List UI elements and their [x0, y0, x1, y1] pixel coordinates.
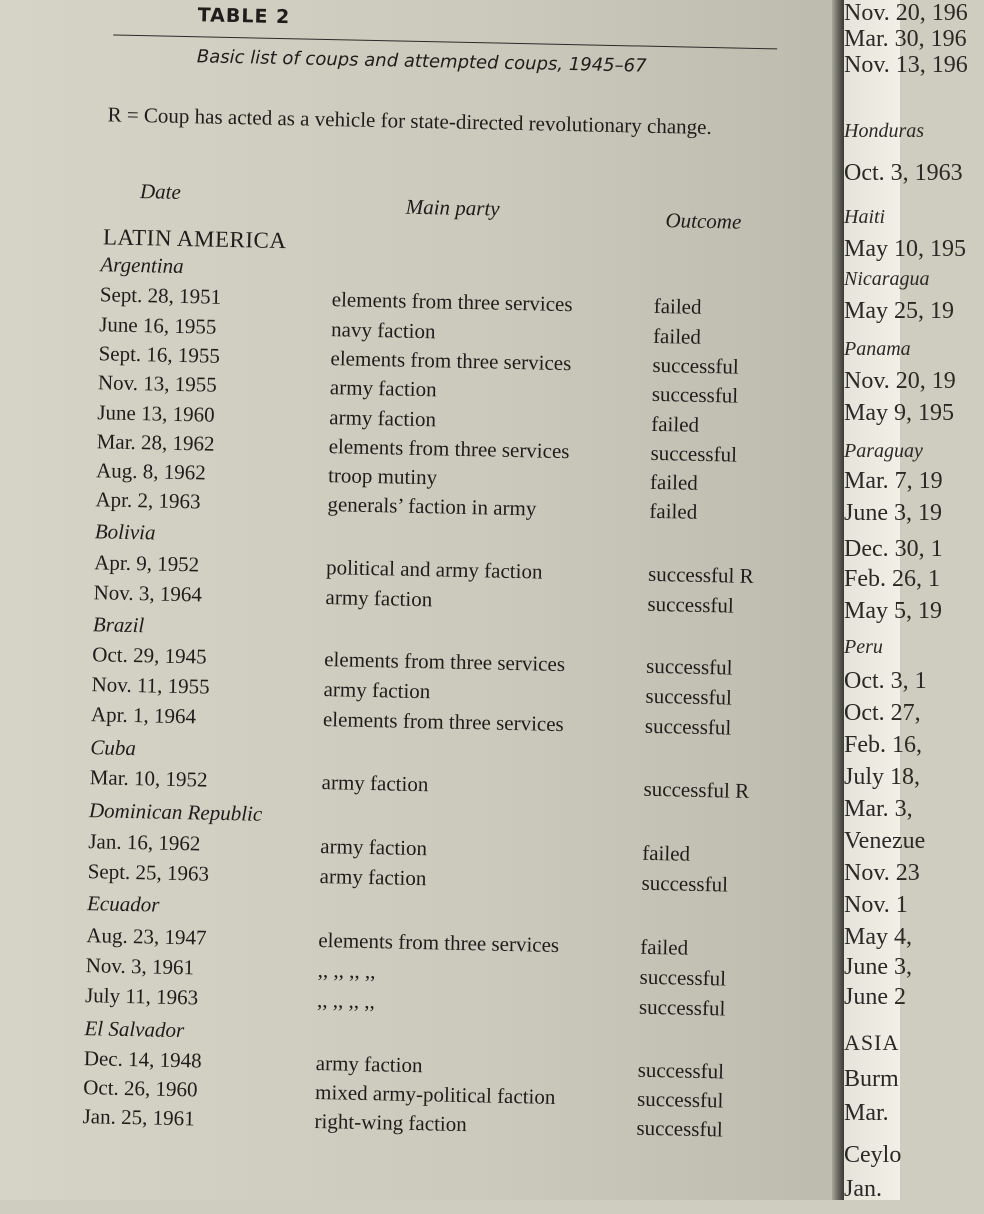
party-cell: army faction — [315, 1050, 423, 1078]
facing-page-text: May 9, 195 — [844, 400, 954, 426]
facing-page-text: July 18, — [844, 764, 921, 790]
facing-page-text: Nicaragua — [844, 268, 930, 290]
facing-page-text: Nov. 13, 196 — [844, 52, 968, 78]
facing-page-text: Mar. — [844, 1100, 889, 1126]
facing-page-text: Feb. 16, — [844, 732, 922, 758]
outcome-cell: failed — [652, 323, 702, 349]
facing-page — [844, 0, 968, 1202]
date-cell: July 11, 1963 — [84, 983, 199, 1010]
outcome-cell: successful — [641, 870, 729, 897]
page-gutter — [832, 0, 844, 1200]
outcome-cell: successful — [638, 994, 726, 1021]
outcome-cell: failed — [649, 498, 698, 524]
date-cell: Jan. 25, 1961 — [82, 1104, 195, 1131]
country-heading: El Salvador — [84, 1016, 185, 1043]
facing-page-text: Haiti — [844, 206, 886, 228]
column-header-outcome: Outcome — [665, 208, 742, 234]
facing-page-text: Nov. 1 — [844, 892, 908, 918]
facing-page-text: Mar. 7, 19 — [844, 468, 943, 494]
column-header-party: Main party — [405, 194, 500, 221]
facing-page-text: Panama — [844, 338, 911, 360]
date-cell: Nov. 13, 1955 — [97, 370, 218, 397]
facing-page-text: Jan. — [844, 1176, 882, 1202]
date-cell: Nov. 3, 1964 — [93, 580, 203, 607]
outcome-cell: successful — [650, 440, 738, 467]
table-content — [65, 0, 790, 1214]
outcome-cell: successful — [637, 1057, 725, 1084]
outcome-cell: successful R — [643, 776, 750, 803]
facing-page-text: Nov. 20, 196 — [844, 0, 968, 26]
country-heading: Ecuador — [86, 891, 160, 917]
party-cell: troop mutiny — [327, 463, 438, 490]
party-cell: mixed army-political faction — [314, 1079, 556, 1109]
facing-page-text: Burm — [844, 1066, 899, 1092]
party-cell: army faction — [323, 677, 431, 704]
party-cell: elements from three services — [331, 287, 573, 317]
outcome-cell: successful — [652, 352, 740, 379]
date-cell: June 13, 1960 — [97, 400, 215, 427]
date-cell: Mar. 10, 1952 — [89, 765, 208, 792]
facing-page-text: May 25, 19 — [844, 298, 954, 324]
party-cell: army faction — [329, 405, 437, 432]
facing-page-text: Feb. 26, 1 — [844, 566, 940, 592]
outcome-cell: failed — [642, 840, 691, 866]
outcome-cell: successful — [639, 964, 727, 991]
outcome-cell: successful — [647, 591, 735, 618]
outcome-cell: successful — [645, 683, 733, 710]
party-cell: army faction — [319, 864, 427, 891]
country-heading: Brazil — [92, 612, 145, 638]
party-cell: navy faction — [330, 317, 436, 344]
facing-page-text: Honduras — [844, 120, 925, 142]
country-heading: Cuba — [90, 735, 137, 761]
party-cell: elements from three services — [328, 434, 570, 464]
outcome-cell: successful — [651, 381, 739, 408]
outcome-cell: successful R — [647, 561, 754, 589]
date-cell: Apr. 1, 1964 — [90, 702, 197, 729]
outcome-cell: failed — [653, 293, 702, 319]
facing-page-text: Oct. 3, 1963 — [844, 160, 963, 186]
outcome-cell: failed — [640, 934, 689, 960]
date-cell: Dec. 14, 1948 — [83, 1046, 202, 1073]
date-cell: June 16, 1955 — [98, 312, 217, 339]
facing-page-text: Ceylo — [844, 1142, 902, 1168]
column-header-date: Date — [139, 179, 182, 204]
date-cell: Apr. 2, 1963 — [95, 487, 201, 514]
party-cell: army faction — [329, 375, 437, 402]
facing-page-text: Mar. 30, 196 — [844, 26, 967, 52]
table-label: TABLE 2 — [197, 4, 291, 29]
date-cell: Oct. 26, 1960 — [82, 1075, 198, 1102]
country-heading: Dominican Republic — [88, 798, 263, 826]
facing-page-text: June 3, 19 — [844, 500, 942, 526]
facing-page-text: June 3, — [844, 954, 912, 980]
party-cell: elements from three services — [323, 647, 566, 677]
date-cell: Nov. 11, 1955 — [91, 672, 210, 699]
facing-page-text: Peru — [844, 636, 883, 658]
country-heading: Bolivia — [94, 519, 156, 545]
country-heading: Argentina — [100, 252, 184, 279]
facing-page-text: Paraguay — [844, 440, 923, 462]
date-cell: Aug. 23, 1947 — [86, 923, 207, 950]
party-cell: political and army faction — [325, 555, 543, 584]
facing-page-text: Venezue — [844, 828, 926, 854]
date-cell: Nov. 3, 1961 — [85, 953, 195, 980]
facing-page-text: ASIA — [844, 1030, 900, 1055]
party-cell: ,, ,, ,, ,, — [316, 987, 376, 1014]
region-heading: LATIN AMERICA — [102, 224, 287, 254]
party-cell: army faction — [325, 585, 433, 612]
facing-page-text: Nov. 20, 19 — [844, 368, 956, 394]
date-cell: Apr. 9, 1952 — [93, 550, 200, 577]
facing-page-text: May 4, — [844, 924, 912, 950]
facing-page-text: May 10, 195 — [844, 236, 966, 262]
date-cell: Jan. 16, 1962 — [88, 829, 201, 856]
facing-page-text: Oct. 27, — [844, 700, 921, 726]
party-cell: ,, ,, ,, ,, — [317, 957, 376, 984]
facing-page-text: June 2 — [844, 984, 906, 1010]
outcome-cell: successful — [645, 653, 733, 680]
facing-page-text: Dec. 30, 1 — [844, 536, 943, 562]
party-cell: right-wing faction — [314, 1108, 468, 1137]
legend-note: R = Coup has acted as a vehicle for state-directed revolutionary change. — [107, 102, 713, 140]
facing-page-text: Nov. 23 — [844, 860, 920, 886]
party-cell: elements from three services — [322, 707, 565, 737]
party-cell: army faction — [320, 834, 428, 861]
date-cell: Mar. 28, 1962 — [96, 429, 215, 456]
date-cell: Sept. 28, 1951 — [99, 282, 222, 309]
party-cell: elements from three services — [318, 927, 560, 958]
date-cell: Sept. 16, 1955 — [98, 341, 221, 368]
party-cell: generals’ faction in army — [327, 492, 537, 521]
party-cell: army faction — [321, 770, 429, 797]
date-cell: Aug. 8, 1962 — [95, 458, 207, 485]
facing-page-text: May 5, 19 — [844, 598, 942, 624]
table-caption: Basic list of coups and attempted coups, 1945–67 — [196, 46, 647, 77]
date-cell: Sept. 25, 1963 — [87, 859, 210, 886]
facing-page-text: Oct. 3, 1 — [844, 668, 927, 694]
outcome-cell: successful — [636, 1086, 724, 1113]
outcome-cell: failed — [649, 469, 699, 495]
facing-page-text: Mar. 3, — [844, 796, 913, 822]
outcome-cell: successful — [644, 713, 732, 740]
outcome-cell: successful — [636, 1115, 724, 1142]
outcome-cell: failed — [650, 411, 700, 437]
party-cell: elements from three services — [330, 346, 572, 376]
date-cell: Oct. 29, 1945 — [92, 642, 207, 669]
